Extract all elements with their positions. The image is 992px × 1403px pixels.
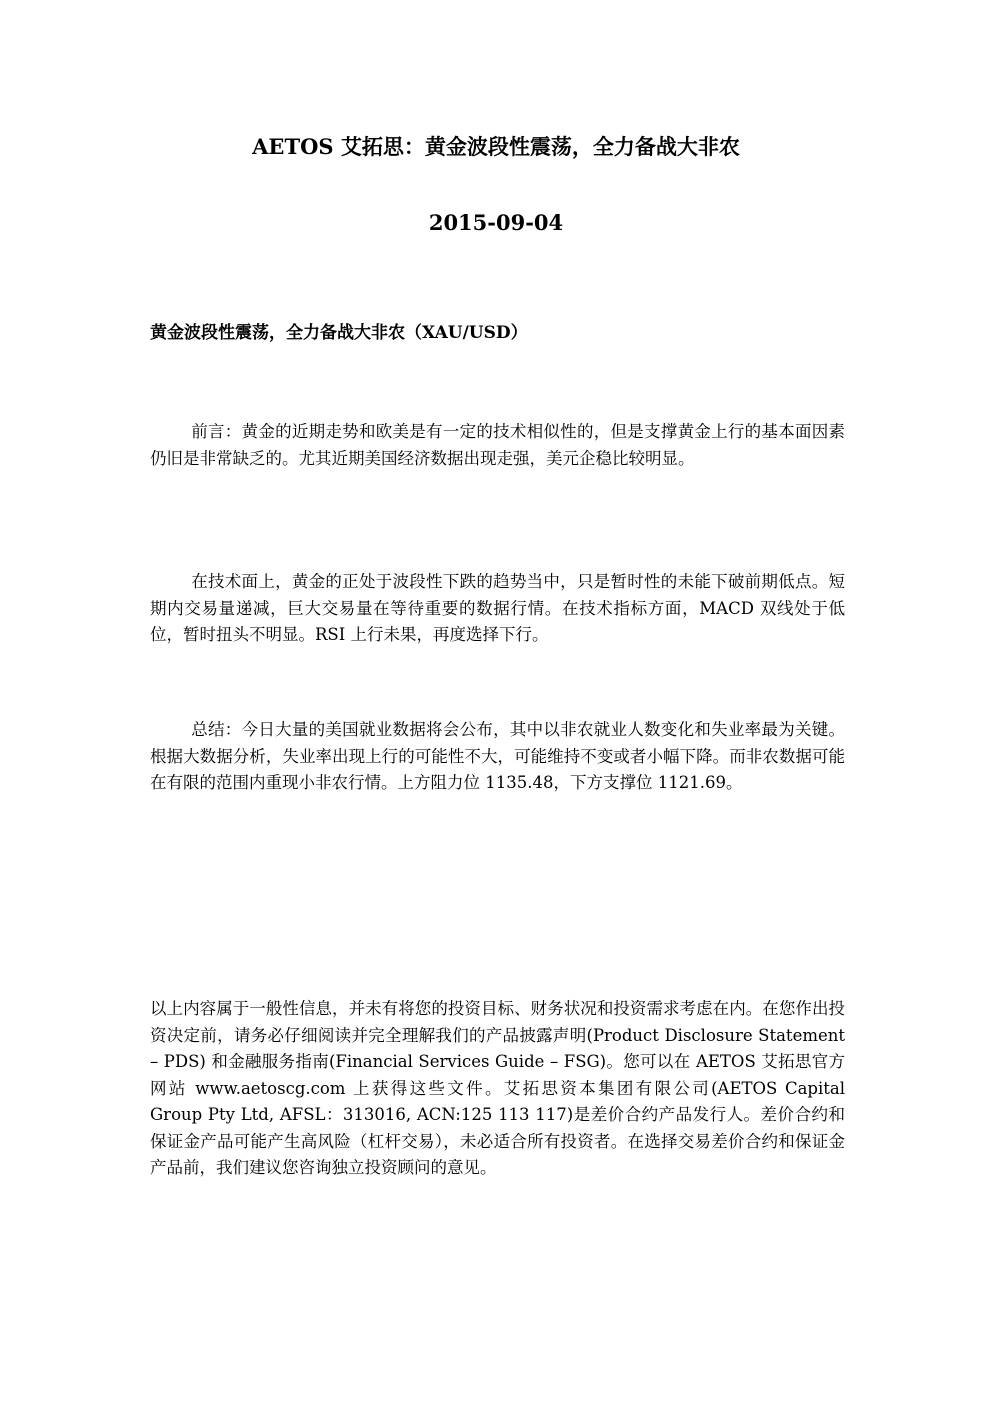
disclaimer-text: 以上内容属于一般性信息，并未有将您的投资目标、财务状况和投资需求考虑在内。在您作出投资决定前，请务必仔细阅读并完全理解我们的产品披露声明(Product Disclosure Statement – PDS) 和金融服务指南(Financial Services Guide – FSG)。您可以在 AETOS 艾拓思官方网站 www.aetoscg.com 上获得这些文件。艾拓思资本集团有限公司(AETOS Capital Group Pty Ltd, AFSL：313016, ACN:125 113 117)是差价合约产品发行人。差价合约和保证金产品可能产生高风险（杠杆交易），未必适合所有投资者。在选择交易差价合约和保证金产品前，我们建议您咨询独立投资顾问的意见。: [150, 999, 845, 1177]
section-heading: 黄金波段性震荡，全力备战大非农（XAU/USD）: [150, 323, 528, 343]
document-title: AETOS 艾拓思：黄金波段性震荡，全力备战大非农: [252, 134, 740, 159]
paragraph-technical: 在技术面上，黄金的正处于波段性下跌的趋势当中，只是暂时性的未能下破前期低点。短期内交易量递减，巨大交易量在等待重要的数据行情。在技术指标方面，MACD 双线处于低位，暂时扭头不明显。RSI 上行未果，再度选择下行。: [150, 572, 845, 644]
paragraph-summary: 总结：今日大量的美国就业数据将会公布，其中以非农就业人数变化和失业率最为关键。根据大数据分析，失业率出现上行的可能性不大，可能维持不变或者小幅下降。而非农数据可能在有限的范围内重现小非农行情。上方阻力位 1135.48，下方支撑位 1121.69。: [150, 720, 845, 792]
paragraph-preface: 前言：黄金的近期走势和欧美是有一定的技术相似性的，但是支撑黄金上行的基本面因素仍旧是非常缺乏的。尤其近期美国经济数据出现走强，美元企稳比较明显。: [150, 422, 845, 468]
document-date: 2015-09-04: [428, 210, 564, 235]
